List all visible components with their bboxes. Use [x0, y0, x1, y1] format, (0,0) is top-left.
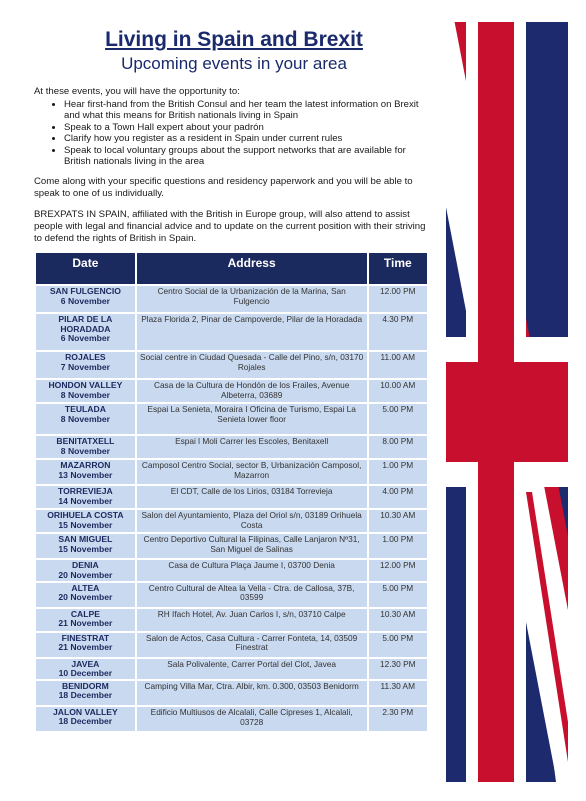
event-date: 20 November	[58, 592, 113, 603]
event-date: 6 November	[60, 295, 110, 306]
event-time: 11.00 AM	[369, 352, 427, 378]
event-place: MAZARRON	[60, 460, 111, 471]
event-date-cell	[36, 460, 135, 484]
list-item: • Speak to local voluntary groups about the support networks that are available for British nationals living in the area	[64, 145, 434, 168]
event-address: Salon del Ayuntamiento, Plaza del Oriol s/n, 03189 Orihuela Costa	[137, 510, 367, 532]
event-time: 1.00 PM	[369, 534, 427, 558]
event-address: Espai La Senieta, Moraira I Oficina de Turismo, Espai La Senieta lower floor	[137, 404, 367, 434]
event-time: 5.00 PM	[369, 633, 427, 657]
event-date-cell	[36, 286, 135, 312]
event-time: 1.00 PM	[369, 460, 427, 484]
table-row	[36, 404, 427, 434]
event-date: 21 November	[58, 642, 113, 653]
event-address: Centro Social de la Urbanización de la Marina, San Fulgencio	[137, 286, 367, 312]
table-row	[36, 534, 427, 558]
event-place: ALTEA	[71, 582, 100, 593]
events-table	[34, 251, 429, 733]
table-row	[36, 314, 427, 350]
event-time: 12.00 PM	[369, 560, 427, 580]
table-row	[36, 486, 427, 508]
event-time: 5.00 PM	[369, 404, 427, 434]
event-address: El CDT, Calle de los Lirios, 03184 Torrevieja	[137, 486, 367, 508]
event-time: 10.30 AM	[369, 510, 427, 532]
table-row	[36, 510, 427, 532]
event-date-cell	[36, 707, 135, 731]
event-address: Plaza Florida 2, Pinar de Campoverde, Pilar de la Horadada	[137, 314, 367, 350]
event-place: CALPE	[70, 608, 100, 619]
event-address: Salon de Actos, Casa Cultura - Carrer Fonteta, 14, 03509 Finestrat	[137, 633, 367, 657]
event-place: SAN FULGENCIO	[49, 286, 121, 297]
event-address: Casa de Cultura Plaça Jaume I, 03700 Denia	[137, 560, 367, 580]
event-place: TORREVIEJA	[58, 486, 113, 497]
event-place: FINESTRAT	[61, 632, 110, 643]
union-jack-flag	[446, 22, 568, 782]
event-date-cell	[36, 404, 135, 434]
event-place: PILAR DE LA HORADADA	[58, 314, 113, 334]
event-time: 10.30 AM	[369, 609, 427, 631]
brexpats-paragraph: BREXPATS IN SPAIN, affiliated with the British in Europe group, will also attend to assist people with legal and financial advice and to update on the current position with their striving to defend the rights of British in Spain.	[34, 209, 426, 245]
page-subtitle: Upcoming events in your area	[121, 54, 347, 73]
table-row	[36, 352, 427, 378]
event-date-cell	[36, 436, 135, 458]
event-date-cell	[36, 352, 135, 378]
event-time: 2.30 PM	[369, 707, 427, 731]
event-place: ROJALES	[65, 352, 106, 363]
event-place: BENIDORM	[61, 681, 109, 692]
list-item: • Clarify how you register as a resident in Spain under current rules	[64, 133, 434, 144]
column-header-time: Time	[369, 253, 427, 284]
event-date: 15 November	[58, 519, 113, 530]
event-date: 20 November	[58, 569, 113, 580]
event-date-cell	[36, 633, 135, 657]
event-date: 7 November	[60, 361, 110, 372]
main-content	[34, 22, 434, 733]
event-date-cell	[36, 659, 135, 679]
table-row	[36, 707, 427, 731]
event-time: 8.00 PM	[369, 436, 427, 458]
event-place: TEULADA	[64, 404, 106, 415]
table-row	[36, 380, 427, 402]
event-time: 4.30 PM	[369, 314, 427, 350]
event-date: 14 November	[58, 495, 113, 506]
paperwork-paragraph: Come along with your specific questions and residency paperwork and you will be able to speak to one of us individually.	[34, 176, 413, 200]
event-time: 12.30 PM	[369, 659, 427, 679]
events-table-body	[36, 286, 427, 731]
event-address: Social centre in Ciudad Quesada - Calle del Pino, s/n, 03170 Rojales	[137, 352, 367, 378]
table-row	[36, 681, 427, 705]
event-date-cell	[36, 534, 135, 558]
list-item: • Hear first-hand from the British Consul and her team the latest information on Brexit and what this means for British nationals living in Spain	[64, 99, 434, 122]
event-address: Casa de la Cultura de Hondón de los Frailes, Avenue Albeterra, 03689	[137, 380, 367, 402]
intro-text: At these events, you will have the opportunity to:	[34, 86, 240, 97]
event-date-cell	[36, 583, 135, 607]
event-place: SAN MIGUEL	[58, 534, 113, 545]
table-row	[36, 633, 427, 657]
column-header-date: Date	[36, 253, 135, 284]
event-address: Camposol Centro Social, sector B, Urbanización Camposol, Mazarron	[137, 460, 367, 484]
event-date: 6 November	[60, 332, 110, 343]
event-date: 13 November	[58, 469, 113, 480]
table-row	[36, 460, 427, 484]
event-date-cell	[36, 486, 135, 508]
event-date-cell	[36, 314, 135, 350]
event-address: Sala Polivalente, Carrer Portal del Clot, Javea	[137, 659, 367, 679]
event-date: 8 November	[60, 413, 110, 424]
event-time: 4.00 PM	[369, 486, 427, 508]
event-date: 18 December	[58, 690, 113, 701]
event-time: 10.00 AM	[369, 380, 427, 402]
table-row	[36, 436, 427, 458]
event-date: 8 November	[60, 389, 110, 400]
event-address: RH Ifach Hotel, Av. Juan Carlos I, s/n, 03710 Calpe	[137, 609, 367, 631]
event-time: 11.30 AM	[369, 681, 427, 705]
event-date: 8 November	[60, 445, 110, 456]
table-row	[36, 560, 427, 580]
list-item: • Speak to a Town Hall expert about your padrón	[64, 122, 434, 133]
event-date-cell	[36, 380, 135, 402]
event-date-cell	[36, 560, 135, 580]
event-date: 10 December	[58, 668, 113, 679]
event-time: 12.00 PM	[369, 286, 427, 312]
table-row	[36, 659, 427, 679]
table-row	[36, 286, 427, 312]
event-address: Camping Villa Mar, Ctra. Albir, km. 0.300, 03503 Benidorm	[137, 681, 367, 705]
event-place: JAVEA	[71, 658, 100, 669]
event-place: ORIHUELA COSTA	[47, 510, 124, 521]
event-date-cell	[36, 510, 135, 532]
event-address: Centro Deportivo Cultural la Filipinas, Calle Lanjaron Nº31, San Miguel de Salinas	[137, 534, 367, 558]
event-place: BENITATXELL	[56, 436, 115, 447]
opportunity-list	[34, 99, 434, 167]
event-address: Centro Cultural de Altea la Vella - Ctra. de Callosa, 37B, 03599	[137, 583, 367, 607]
event-date-cell	[36, 681, 135, 705]
event-place: HONDON VALLEY	[48, 380, 123, 391]
event-date-cell	[36, 609, 135, 631]
event-date: 15 November	[58, 543, 113, 554]
event-place: DENIA	[72, 560, 99, 571]
table-row	[36, 609, 427, 631]
table-row	[36, 583, 427, 607]
event-address: Edificio Multiusos de Alcalali, Calle Cipreses 1, Alcalali, 03728	[137, 707, 367, 731]
column-header-address: Address	[137, 253, 367, 284]
event-address: Espai l Moli Carrer les Escoles, Benitaxell	[137, 436, 367, 458]
event-date: 18 December	[58, 716, 113, 727]
page-title: Living in Spain and Brexit	[105, 28, 363, 51]
event-date: 21 November	[58, 618, 113, 629]
event-time: 5.00 PM	[369, 583, 427, 607]
event-place: JALON VALLEY	[52, 707, 118, 718]
